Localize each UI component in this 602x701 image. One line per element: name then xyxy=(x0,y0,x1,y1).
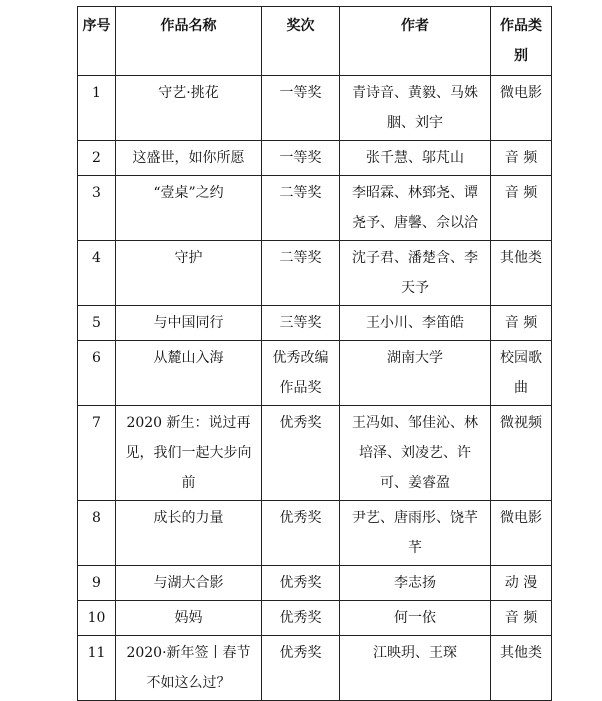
cell-type: 微电影 xyxy=(491,501,552,566)
table-row xyxy=(78,341,552,406)
table-row xyxy=(78,636,552,701)
awards-table xyxy=(77,6,552,701)
cell-type: 微视频 xyxy=(491,406,552,501)
cell-title: 2020·新年签丨春节不如这么过？ xyxy=(116,636,262,701)
table-row xyxy=(78,566,552,601)
table-row xyxy=(78,306,552,341)
cell-author: 何一依 xyxy=(340,601,491,636)
header-type: 作品类别 xyxy=(491,7,552,76)
cell-type: 其他类 xyxy=(491,241,552,306)
cell-no: 1 xyxy=(78,76,116,141)
cell-type: 音 频 xyxy=(491,306,552,341)
cell-type: 其他类 xyxy=(491,636,552,701)
table-row xyxy=(78,406,552,501)
cell-award: 优秀改编作品奖 xyxy=(262,341,340,406)
header-author: 作者 xyxy=(340,7,491,76)
cell-type: 微电影 xyxy=(491,76,552,141)
cell-title: 守护 xyxy=(116,241,262,306)
cell-award: 一等奖 xyxy=(262,76,340,141)
cell-type: 音 频 xyxy=(491,601,552,636)
cell-author: 尹艺、唐雨彤、饶芊芊 xyxy=(340,501,491,566)
table-row xyxy=(78,141,552,176)
cell-title: 守艺·挑花 xyxy=(116,76,262,141)
header-award: 奖次 xyxy=(262,7,340,76)
cell-author: 王小川、李笛皓 xyxy=(340,306,491,341)
table-row xyxy=(78,76,552,141)
cell-award: 三等奖 xyxy=(262,306,340,341)
cell-no: 5 xyxy=(78,306,116,341)
cell-author: 王冯如、邹佳沁、林培泽、刘凌艺、许可、姜睿盈 xyxy=(340,406,491,501)
cell-no: 3 xyxy=(78,176,116,241)
cell-title: 与中国同行 xyxy=(116,306,262,341)
cell-author: 张千慧、邬芃山 xyxy=(340,141,491,176)
cell-type: 音 频 xyxy=(491,176,552,241)
cell-no: 10 xyxy=(78,601,116,636)
table-row xyxy=(78,176,552,241)
cell-author: 湖南大学 xyxy=(340,341,491,406)
cell-title: “壹桌”之约 xyxy=(116,176,262,241)
table-row xyxy=(78,601,552,636)
cell-no: 7 xyxy=(78,406,116,501)
cell-author: 李志扬 xyxy=(340,566,491,601)
cell-award: 二等奖 xyxy=(262,176,340,241)
cell-author: 青诗音、黄毅、马姝胭、刘宇 xyxy=(340,76,491,141)
cell-title: 2020 新生：说过再见，我们一起大步向前 xyxy=(116,406,262,501)
cell-no: 11 xyxy=(78,636,116,701)
cell-author: 沈子君、潘楚含、李天予 xyxy=(340,241,491,306)
cell-award: 优秀奖 xyxy=(262,406,340,501)
table-row xyxy=(78,501,552,566)
cell-no: 9 xyxy=(78,566,116,601)
cell-type: 音 频 xyxy=(491,141,552,176)
cell-author: 李昭霖、林郅尧、谭尧予、唐馨、佘以洽 xyxy=(340,176,491,241)
cell-award: 二等奖 xyxy=(262,241,340,306)
cell-no: 6 xyxy=(78,341,116,406)
cell-no: 4 xyxy=(78,241,116,306)
cell-award: 优秀奖 xyxy=(262,601,340,636)
cell-no: 8 xyxy=(78,501,116,566)
header-no: 序号 xyxy=(78,7,116,76)
cell-title: 这盛世，如你所愿 xyxy=(116,141,262,176)
cell-type: 校园歌曲 xyxy=(491,341,552,406)
cell-author: 江映玥、王琛 xyxy=(340,636,491,701)
cell-title: 从麓山入海 xyxy=(116,341,262,406)
table-row xyxy=(78,241,552,306)
cell-no: 2 xyxy=(78,141,116,176)
cell-award: 优秀奖 xyxy=(262,566,340,601)
cell-award: 优秀奖 xyxy=(262,501,340,566)
cell-title: 妈妈 xyxy=(116,601,262,636)
cell-type: 动 漫 xyxy=(491,566,552,601)
cell-title: 成长的力量 xyxy=(116,501,262,566)
header-title: 作品名称 xyxy=(116,7,262,76)
cell-award: 优秀奖 xyxy=(262,636,340,701)
table-header-row xyxy=(78,7,552,76)
cell-award: 一等奖 xyxy=(262,141,340,176)
cell-title: 与湖大合影 xyxy=(116,566,262,601)
